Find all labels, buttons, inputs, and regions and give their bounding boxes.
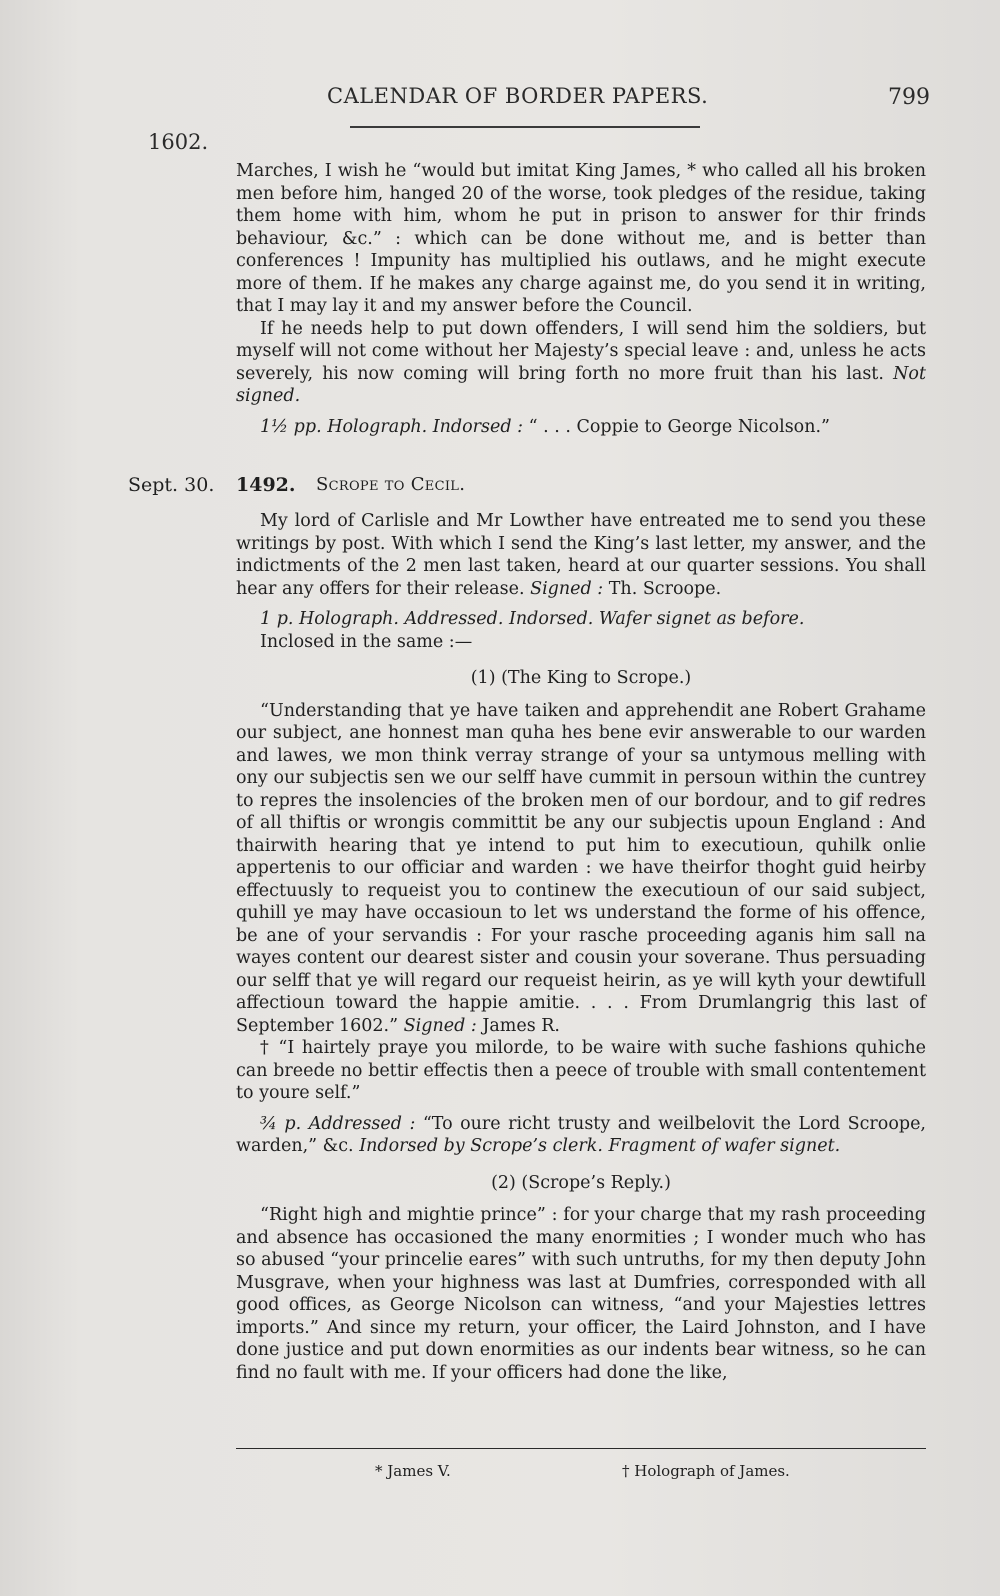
entry-number: 1492. bbox=[236, 474, 296, 496]
paragraph: If he needs help to put down offenders, I will send him the soldiers, but myself will not come without her Majesty’s special leave : and, unless he acts severely, his now coming will bring forth no more fruit than his last. Not signed. bbox=[236, 318, 926, 406]
not-signed: Not signed. bbox=[236, 363, 926, 406]
entry-date: Sept. 30. bbox=[128, 474, 215, 496]
page-number: 799 bbox=[888, 85, 930, 110]
subsection-heading: (1) (The King to Scrope.) bbox=[470, 668, 692, 688]
postscript: † “I hairtely praye you milorde, to be waire with suche fashions quhiche can breede no bettir effectis then a peece of trouble with small contentement to youre self.” bbox=[236, 1038, 926, 1103]
subsection-heading: (2) (Scrope’s Reply.) bbox=[491, 1172, 671, 1193]
document-note: 1½ pp. Holograph. Indorsed : “ . . . Coppie to George Nicolson.” bbox=[260, 416, 830, 437]
inclosed-label: Inclosed in the same :— bbox=[260, 631, 473, 652]
king-letter: “Understanding that ye have taiken and apprehendit ane Robert Grahame our subject, ane honnest man quha hes bene evir answerable to our warden and lawes, we mon think verray strange of your sa untymous melling with ony our subjectis sen we our selff have cummit in persoun within the cuntrey to repres the insolencies of the broken men of our bordour, and to gif redres of all thiftis or wrongis committit be any our subjectis upoun England : And thairwith hearing that ye intend to put him to executioun, quhilk onlie appertenis to our officiar and warden : we have theirfor thoght guid heirby effectuusly to requeist you to continew the executioun of our said subject, quhill ye may have occasioun to let ws understand the forme of his offence, be ane of your servandis : For your rasche proceeding aganis him sall na wayes content our dearest sister and cousin your soverane. Thus persuading our selff that ye will regard our requeist heirin, as ye will kyth your dewtifull affectioun toward the happie amitie. . . . From Drumlangrig this last of September 1602.” Signed : James R. bbox=[236, 700, 926, 1036]
footnote-dagger: † Holograph of James. bbox=[622, 1462, 790, 1480]
reply-paragraph: “Right high and mightie prince” : for your charge that my rash proceeding and absence has occasioned the many enormities ; I wonder much who has so abused “your princelie eares” with such untruths, for my then deputy John Musgrave, when your highness was last at Dumfries, corresponded with all good offices, as George Nicolson can witness, “and your Majesties lettres imports.” And since my return, your officer, the Laird Johnston, and I have done justice and put down enormities as our indents bear witness, so he can find no fault with me. If your officers had done the like, bbox=[236, 1205, 926, 1383]
footnote-star: * James V. bbox=[375, 1462, 451, 1480]
letter-paragraph: My lord of Carlisle and Mr Lowther have entreated me to send you these writings by post. With which I send the King’s last letter, my answer, and the indictments of the 2 men last taken, heard at our quarter sessions. You shall hear any offers for their release. Signed : Th. Scroope. bbox=[236, 511, 926, 599]
header-rule bbox=[350, 126, 700, 128]
continued-letter bbox=[236, 160, 926, 438]
entry-title: Scrope to Cecil. bbox=[316, 474, 466, 495]
footnote-rule bbox=[236, 1448, 926, 1449]
running-head: CALENDAR OF BORDER PAPERS. bbox=[327, 84, 709, 108]
year-marker: 1602. bbox=[148, 130, 209, 154]
entry-body bbox=[236, 510, 926, 1384]
document-note: ¾ p. Addressed : “To oure richt trusty and weilbelovit the Lord Scroope, warden,” &c. Indorsed by Scrope’s clerk. Fragment of wafer signet. bbox=[236, 1113, 926, 1156]
document-note: 1 p. Holograph. Addressed. Indorsed. Wafer signet as before. bbox=[260, 609, 805, 629]
paragraph: Marches, I wish he “would but imitat King James, * who called all his broken men before him, hanged 20 of the worse, took pledges of the residue, taking them home with him, whom he put in prison to answer for thir frinds behaviour, &c.” : which can be done without me, and is better than conferences ! Impunity has multiplied his outlaws, and he might execute more of them. If he makes any charge against me, do you send it in writing, that I may lay it and my answer before the Council. bbox=[236, 161, 926, 316]
